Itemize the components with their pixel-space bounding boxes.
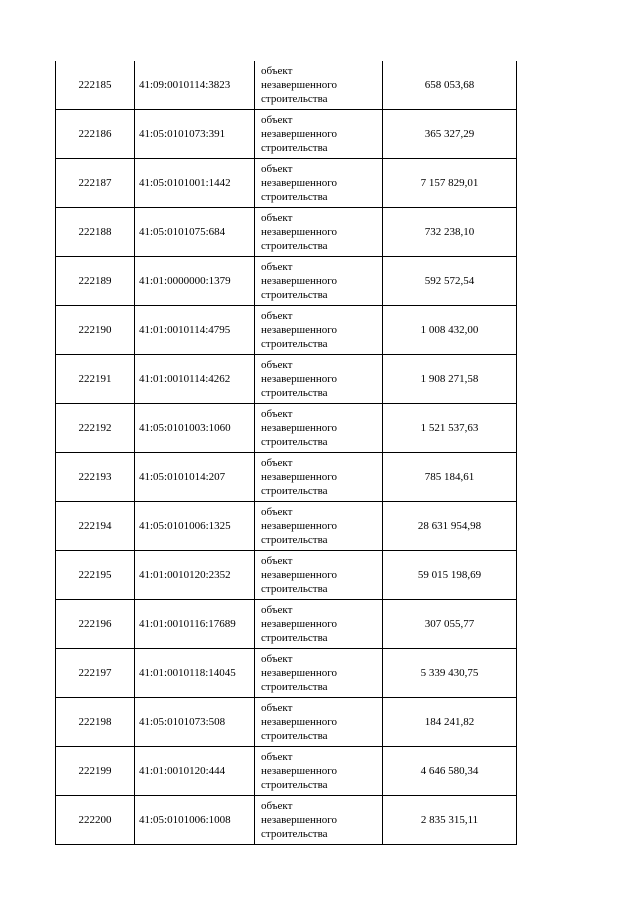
property-table [55,61,517,845]
table-body [56,61,517,845]
cadastral-value-cell: 184 241,82 [383,698,517,747]
object-type-line: незавершенного [261,569,338,581]
table-row [56,453,517,502]
object-type-cell [255,453,383,502]
row-number-cell: 222190 [56,306,135,355]
row-number-cell: 222196 [56,600,135,649]
cadastral-value-cell: 1 521 537,63 [383,404,517,453]
object-type-line: объект [261,65,293,77]
object-type-line: объект [261,555,293,567]
table-row [56,649,517,698]
table-row [56,502,517,551]
object-type-line: объект [261,604,293,616]
table-row [56,698,517,747]
object-type-cell [255,404,383,453]
row-number-cell: 222185 [56,61,135,110]
object-type-line: строительства [261,681,328,693]
object-type-line: незавершенного [261,716,338,728]
cadastral-value-cell: 732 238,10 [383,208,517,257]
object-type-line: строительства [261,583,328,595]
cadastral-value-cell: 1 008 432,00 [383,306,517,355]
object-type-line: незавершенного [261,471,338,483]
object-type-line: объект [261,800,293,812]
object-type-line: незавершенного [261,275,338,287]
object-type-line: строительства [261,142,328,154]
object-type-line: объект [261,408,293,420]
table-row [56,257,517,306]
object-type-line: объект [261,310,293,322]
cadastral-value-cell: 4 646 580,34 [383,747,517,796]
object-type-line: незавершенного [261,177,338,189]
object-type-line: строительства [261,730,328,742]
object-type-cell [255,502,383,551]
object-type-line: незавершенного [261,128,338,140]
cadastral-number-cell: 41:05:0101003:1060 [135,404,255,453]
cadastral-number-cell: 41:01:0000000:1379 [135,257,255,306]
object-type-line: объект [261,163,293,175]
object-type-cell [255,110,383,159]
cadastral-number-cell: 41:05:0101001:1442 [135,159,255,208]
object-type-line: строительства [261,387,328,399]
table-row [56,306,517,355]
cadastral-number-cell: 41:05:0101006:1008 [135,796,255,845]
object-type-line: объект [261,359,293,371]
table-row [56,208,517,257]
cadastral-number-cell: 41:01:0010120:2352 [135,551,255,600]
cadastral-value-cell: 1 908 271,58 [383,355,517,404]
table-row [56,747,517,796]
cadastral-number-cell: 41:01:0010114:4262 [135,355,255,404]
object-type-line: объект [261,212,293,224]
cadastral-number-cell: 41:05:0101073:508 [135,698,255,747]
object-type-line: строительства [261,534,328,546]
row-number-cell: 222200 [56,796,135,845]
object-type-line: незавершенного [261,765,338,777]
cadastral-number-cell: 41:01:0010118:14045 [135,649,255,698]
object-type-line: строительства [261,436,328,448]
object-type-line: строительства [261,93,328,105]
object-type-line: строительства [261,779,328,791]
object-type-cell [255,600,383,649]
object-type-line: незавершенного [261,422,338,434]
object-type-line: незавершенного [261,667,338,679]
object-type-line: незавершенного [261,520,338,532]
object-type-cell [255,747,383,796]
cadastral-number-cell: 41:01:0010116:17689 [135,600,255,649]
cadastral-value-cell: 365 327,29 [383,110,517,159]
object-type-cell [255,61,383,110]
row-number-cell: 222195 [56,551,135,600]
object-type-line: объект [261,751,293,763]
cadastral-number-cell: 41:05:0101006:1325 [135,502,255,551]
object-type-cell [255,257,383,306]
table-row [56,551,517,600]
row-number-cell: 222189 [56,257,135,306]
object-type-line: строительства [261,828,328,840]
cadastral-value-cell: 28 631 954,98 [383,502,517,551]
cadastral-value-cell: 658 053,68 [383,61,517,110]
object-type-line: незавершенного [261,373,338,385]
object-type-line: незавершенного [261,618,338,630]
cadastral-number-cell: 41:05:0101075:684 [135,208,255,257]
cadastral-number-cell: 41:05:0101014:207 [135,453,255,502]
table-row [56,61,517,110]
table-row [56,404,517,453]
object-type-cell [255,306,383,355]
object-type-cell [255,698,383,747]
object-type-line: незавершенного [261,79,338,91]
row-number-cell: 222197 [56,649,135,698]
cadastral-value-cell: 7 157 829,01 [383,159,517,208]
cadastral-value-cell: 2 835 315,11 [383,796,517,845]
object-type-line: строительства [261,338,328,350]
cadastral-value-cell: 592 572,54 [383,257,517,306]
cadastral-value-cell: 785 184,61 [383,453,517,502]
object-type-line: строительства [261,191,328,203]
object-type-line: строительства [261,240,328,252]
object-type-line: незавершенного [261,324,338,336]
row-number-cell: 222193 [56,453,135,502]
row-number-cell: 222198 [56,698,135,747]
cadastral-number-cell: 41:09:0010114:3823 [135,61,255,110]
cadastral-value-cell: 59 015 198,69 [383,551,517,600]
object-type-cell [255,159,383,208]
object-type-cell [255,796,383,845]
row-number-cell: 222192 [56,404,135,453]
row-number-cell: 222187 [56,159,135,208]
object-type-line: незавершенного [261,226,338,238]
cadastral-value-cell: 5 339 430,75 [383,649,517,698]
cadastral-value-cell: 307 055,77 [383,600,517,649]
row-number-cell: 222188 [56,208,135,257]
table-row [56,600,517,649]
object-type-cell [255,649,383,698]
table-row [56,159,517,208]
row-number-cell: 222199 [56,747,135,796]
object-type-line: объект [261,114,293,126]
object-type-line: объект [261,457,293,469]
row-number-cell: 222194 [56,502,135,551]
object-type-cell [255,551,383,600]
table-row [56,355,517,404]
object-type-line: незавершенного [261,814,338,826]
row-number-cell: 222186 [56,110,135,159]
cadastral-number-cell: 41:05:0101073:391 [135,110,255,159]
object-type-line: объект [261,506,293,518]
object-type-line: строительства [261,485,328,497]
cadastral-number-cell: 41:01:0010114:4795 [135,306,255,355]
object-type-line: строительства [261,632,328,644]
object-type-line: объект [261,702,293,714]
object-type-cell [255,208,383,257]
object-type-line: строительства [261,289,328,301]
cadastral-number-cell: 41:01:0010120:444 [135,747,255,796]
object-type-line: объект [261,653,293,665]
object-type-line: объект [261,261,293,273]
table-row [56,796,517,845]
object-type-cell [255,355,383,404]
row-number-cell: 222191 [56,355,135,404]
table-row [56,110,517,159]
